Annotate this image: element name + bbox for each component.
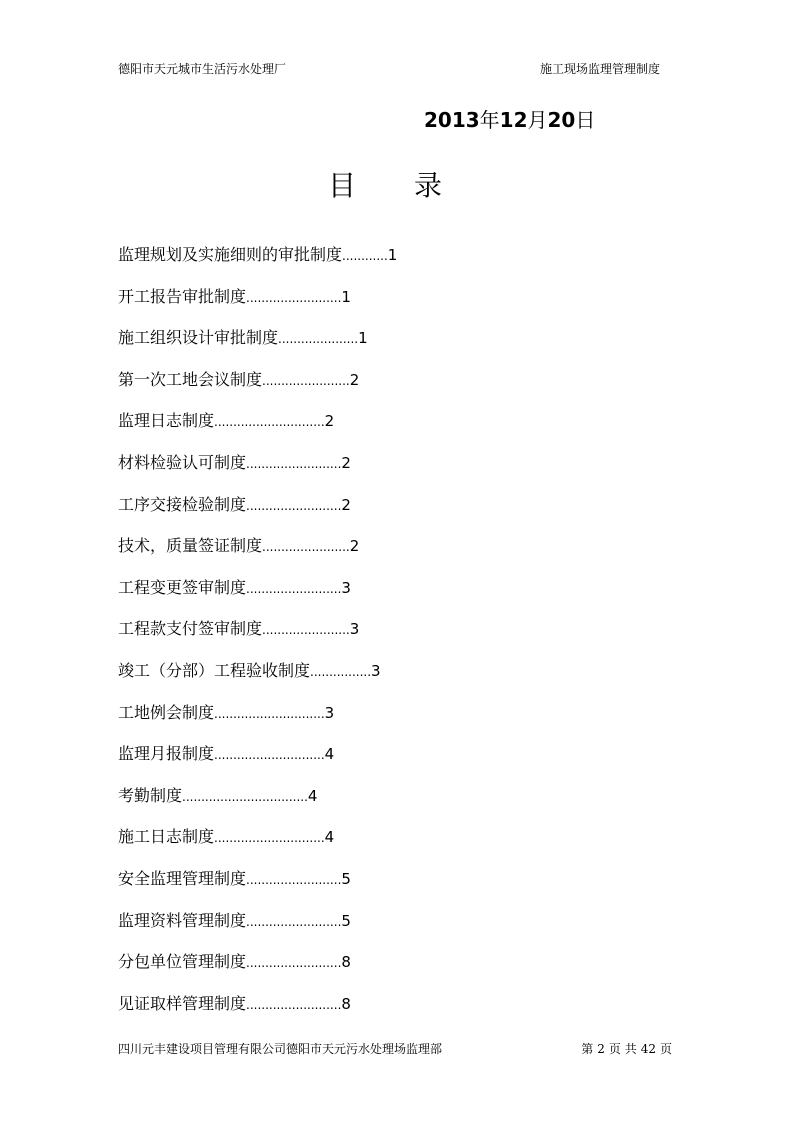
toc-entry-title: 安全监理管理制度 (118, 868, 247, 888)
toc-entry-title: 监理资料管理制度 (118, 910, 247, 930)
toc-entry-page: 4 (307, 786, 318, 805)
toc-entry-title: 工程款支付签审制度 (118, 619, 263, 639)
toc-entry-title: 施工组织设计审批制度 (118, 328, 279, 348)
toc-entry-leader: ................ (310, 664, 372, 679)
toc-entry-leader: ......................... (246, 872, 342, 887)
toc-entry-title: 工程变更签审制度 (118, 577, 247, 597)
toc-entry-page: 1 (387, 246, 398, 264)
footer-company: 四川元丰建设项目管理有限公司德阳市天元污水处理场监理部 (118, 1042, 443, 1056)
toc-entry[interactable] (118, 327, 678, 369)
toc-entry[interactable] (118, 910, 678, 952)
toc-entry[interactable] (118, 785, 678, 827)
toc-entry-title: 监理规划及实施细则的审批制度 (118, 245, 343, 264)
toc-entry-page: 1 (358, 329, 368, 348)
toc-entry[interactable] (118, 660, 678, 702)
page-suffix: 页 (659, 1042, 672, 1056)
footer-page-number (579, 1040, 674, 1058)
toc-entry[interactable] (118, 743, 678, 785)
toc-entry-page: 3 (341, 578, 351, 597)
toc-entry[interactable] (118, 535, 678, 577)
toc-entry-leader: ................................. (182, 789, 308, 804)
toc-entry-title: 开工报告审批制度 (118, 286, 247, 306)
toc-entry-page: 3 (324, 703, 335, 722)
date-day: 20 (547, 108, 576, 132)
toc-entry-page: 1 (341, 287, 351, 306)
toc-entry-leader: ............................. (214, 706, 325, 721)
page-header (118, 60, 660, 78)
toc-entry[interactable] (118, 452, 678, 494)
toc-entry-leader: ............................. (214, 415, 325, 430)
table-of-contents (118, 244, 678, 1034)
toc-entry-title: 工序交接检验制度 (118, 494, 247, 514)
date-year: 2013 (424, 108, 480, 132)
toc-entry-page: 5 (341, 869, 351, 888)
document-date (424, 106, 595, 134)
toc-entry-leader: ............ (342, 249, 388, 263)
toc-entry-page: 8 (341, 953, 351, 972)
toc-entry-page: 3 (371, 661, 381, 680)
toc-entry-page: 4 (324, 745, 335, 764)
toc-entry-title: 施工日志制度 (118, 827, 215, 847)
page-mid: 页 共 (608, 1042, 637, 1056)
toc-entry-page: 2 (349, 370, 360, 389)
toc-entry-title: 考勤制度 (118, 785, 183, 805)
date-year-unit: 年 (479, 108, 500, 132)
header-project-name: 德阳市天元城市生活污水处理厂 (118, 62, 287, 76)
date-day-unit: 日 (575, 108, 596, 132)
toc-entry-page: 4 (324, 828, 335, 847)
toc-entry-title: 第一次工地会议制度 (118, 369, 263, 389)
toc-entry-title: 材料检验认可制度 (118, 452, 247, 472)
toc-entry-leader: ......................... (246, 581, 342, 596)
toc-entry-title: 监理日志制度 (118, 411, 215, 431)
toc-entry-leader: ......................... (246, 456, 342, 471)
toc-entry-leader: ....................... (262, 373, 350, 388)
toc-entry[interactable] (118, 244, 678, 286)
toc-entry[interactable] (118, 951, 678, 993)
header-document-name: 施工现场监理管理制度 (539, 62, 660, 76)
toc-entry[interactable] (118, 993, 678, 1035)
toc-entry-page: 5 (341, 911, 351, 930)
toc-entry-page: 2 (324, 412, 335, 431)
toc-entry[interactable] (118, 868, 678, 910)
toc-entry-leader: ............................. (214, 748, 325, 763)
toc-entry-title: 监理月报制度 (118, 744, 215, 764)
toc-entry-leader: ......................... (246, 956, 342, 971)
toc-entry-title: 技术，质量签证制度 (118, 536, 263, 556)
page-footer (118, 1040, 674, 1058)
toc-entry-leader: ......................... (246, 997, 342, 1012)
toc-entry[interactable] (118, 826, 678, 868)
toc-entry[interactable] (118, 577, 678, 619)
date-month-unit: 月 (527, 108, 548, 132)
toc-entry-page: 2 (349, 537, 360, 556)
toc-entry-leader: ....................... (262, 540, 350, 555)
toc-entry-leader: ......................... (246, 914, 342, 929)
toc-entry-leader: ......................... (246, 290, 342, 305)
toc-heading-char-1: 目 (328, 169, 357, 202)
toc-entry[interactable] (118, 494, 678, 536)
toc-entry-title: 竣工（分部）工程验收制度 (118, 660, 311, 680)
page-total: 42 (640, 1042, 656, 1056)
page-current: 2 (597, 1042, 605, 1056)
toc-entry-title: 见证取样管理制度 (118, 993, 247, 1013)
toc-heading-char-2: 录 (414, 169, 443, 202)
date-month: 12 (499, 108, 528, 132)
toc-entry-leader: ....................... (262, 623, 350, 638)
toc-entry-leader: ..................... (278, 332, 359, 347)
toc-entry-leader: ............................. (214, 831, 325, 846)
toc-entry-page: 2 (341, 453, 351, 472)
toc-entry[interactable] (118, 369, 678, 411)
toc-entry-page: 3 (349, 620, 360, 639)
toc-entry[interactable] (118, 618, 678, 660)
toc-entry-page: 2 (341, 495, 351, 514)
toc-entry-title: 工地例会制度 (118, 702, 215, 722)
page-prefix: 第 (581, 1042, 594, 1056)
toc-entry-title: 分包单位管理制度 (118, 952, 247, 972)
toc-entry[interactable] (118, 410, 678, 452)
toc-entry[interactable] (118, 702, 678, 744)
toc-entry[interactable] (118, 286, 678, 328)
toc-entry-leader: ......................... (246, 498, 342, 513)
toc-entry-page: 8 (341, 994, 351, 1013)
